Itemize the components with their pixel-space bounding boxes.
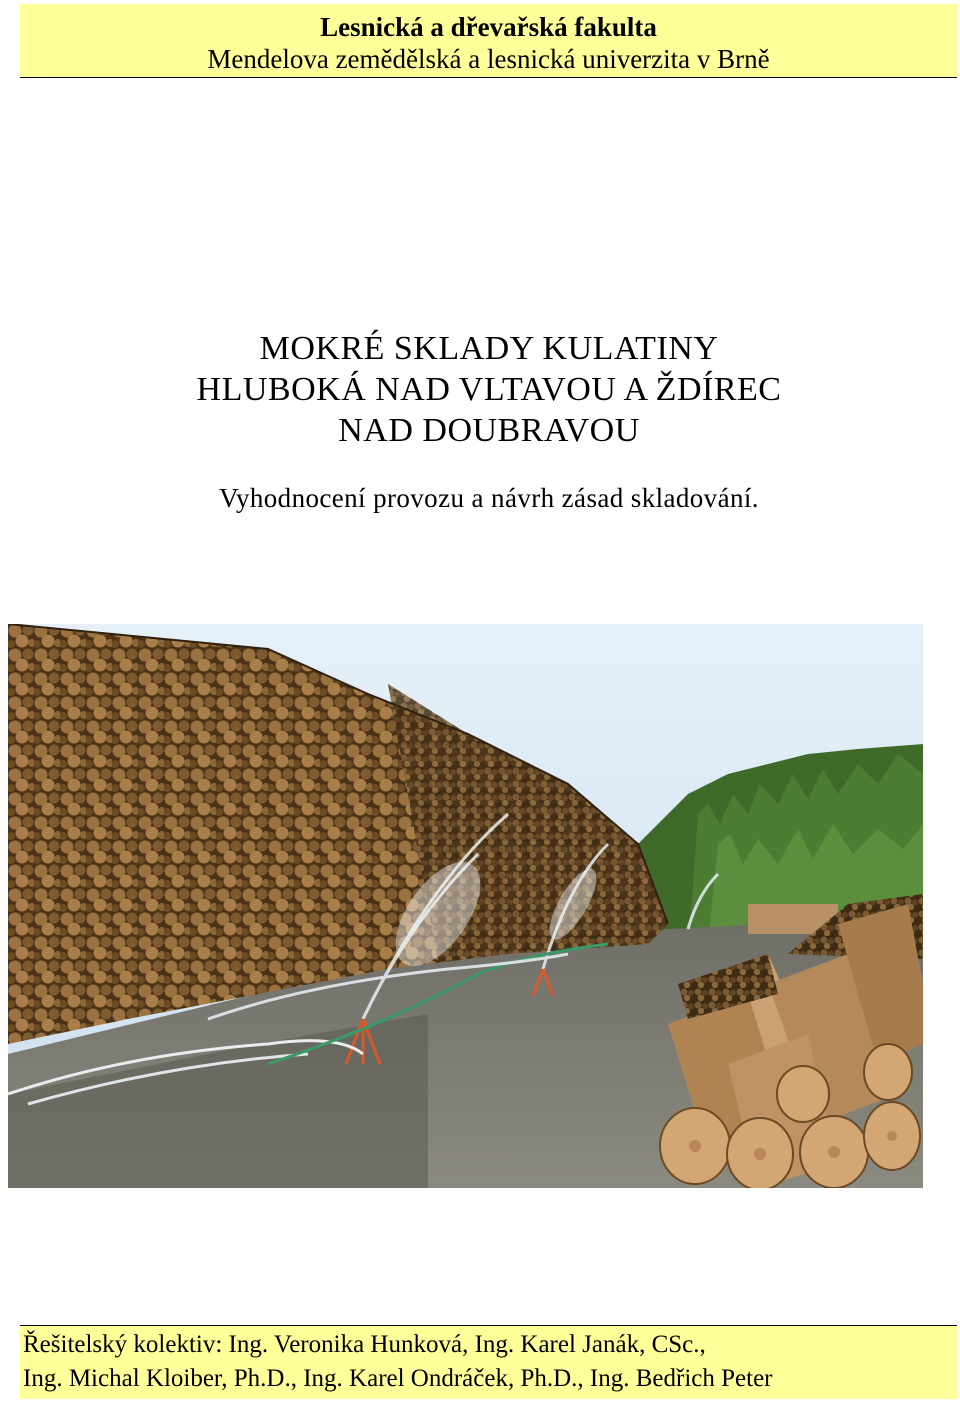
- authors-line-2: Ing. Michal Kloiber, Ph.D., Ing. Karel Ondráček, Ph.D., Ing. Bedřich Peter: [23, 1365, 773, 1392]
- university-name: Mendelova zemědělská a lesnická univerzita v Brně: [207, 44, 770, 74]
- document-title: [0, 328, 960, 451]
- title-line-1: MOKRÉ SKLADY KULATINY: [259, 330, 719, 367]
- faculty-name: Lesnická a dřevařská fakulta: [320, 12, 657, 42]
- authors-line-1: Řešitelský kolektiv: Ing. Veronika Hunková, Ing. Karel Janák, CSc.,: [23, 1331, 706, 1358]
- title-line-2: HLUBOKÁ NAD VLTAVOU A ŽDÍREC: [196, 371, 782, 408]
- cover-photo: [8, 624, 923, 1188]
- footer-band: [20, 1325, 957, 1399]
- header-band: [20, 4, 957, 78]
- log-yard-photo: [8, 624, 923, 1188]
- document-subtitle: Vyhodnocení provozu a návrh zásad skladování.: [219, 483, 759, 513]
- title-line-3: NAD DOUBRAVOU: [338, 412, 640, 449]
